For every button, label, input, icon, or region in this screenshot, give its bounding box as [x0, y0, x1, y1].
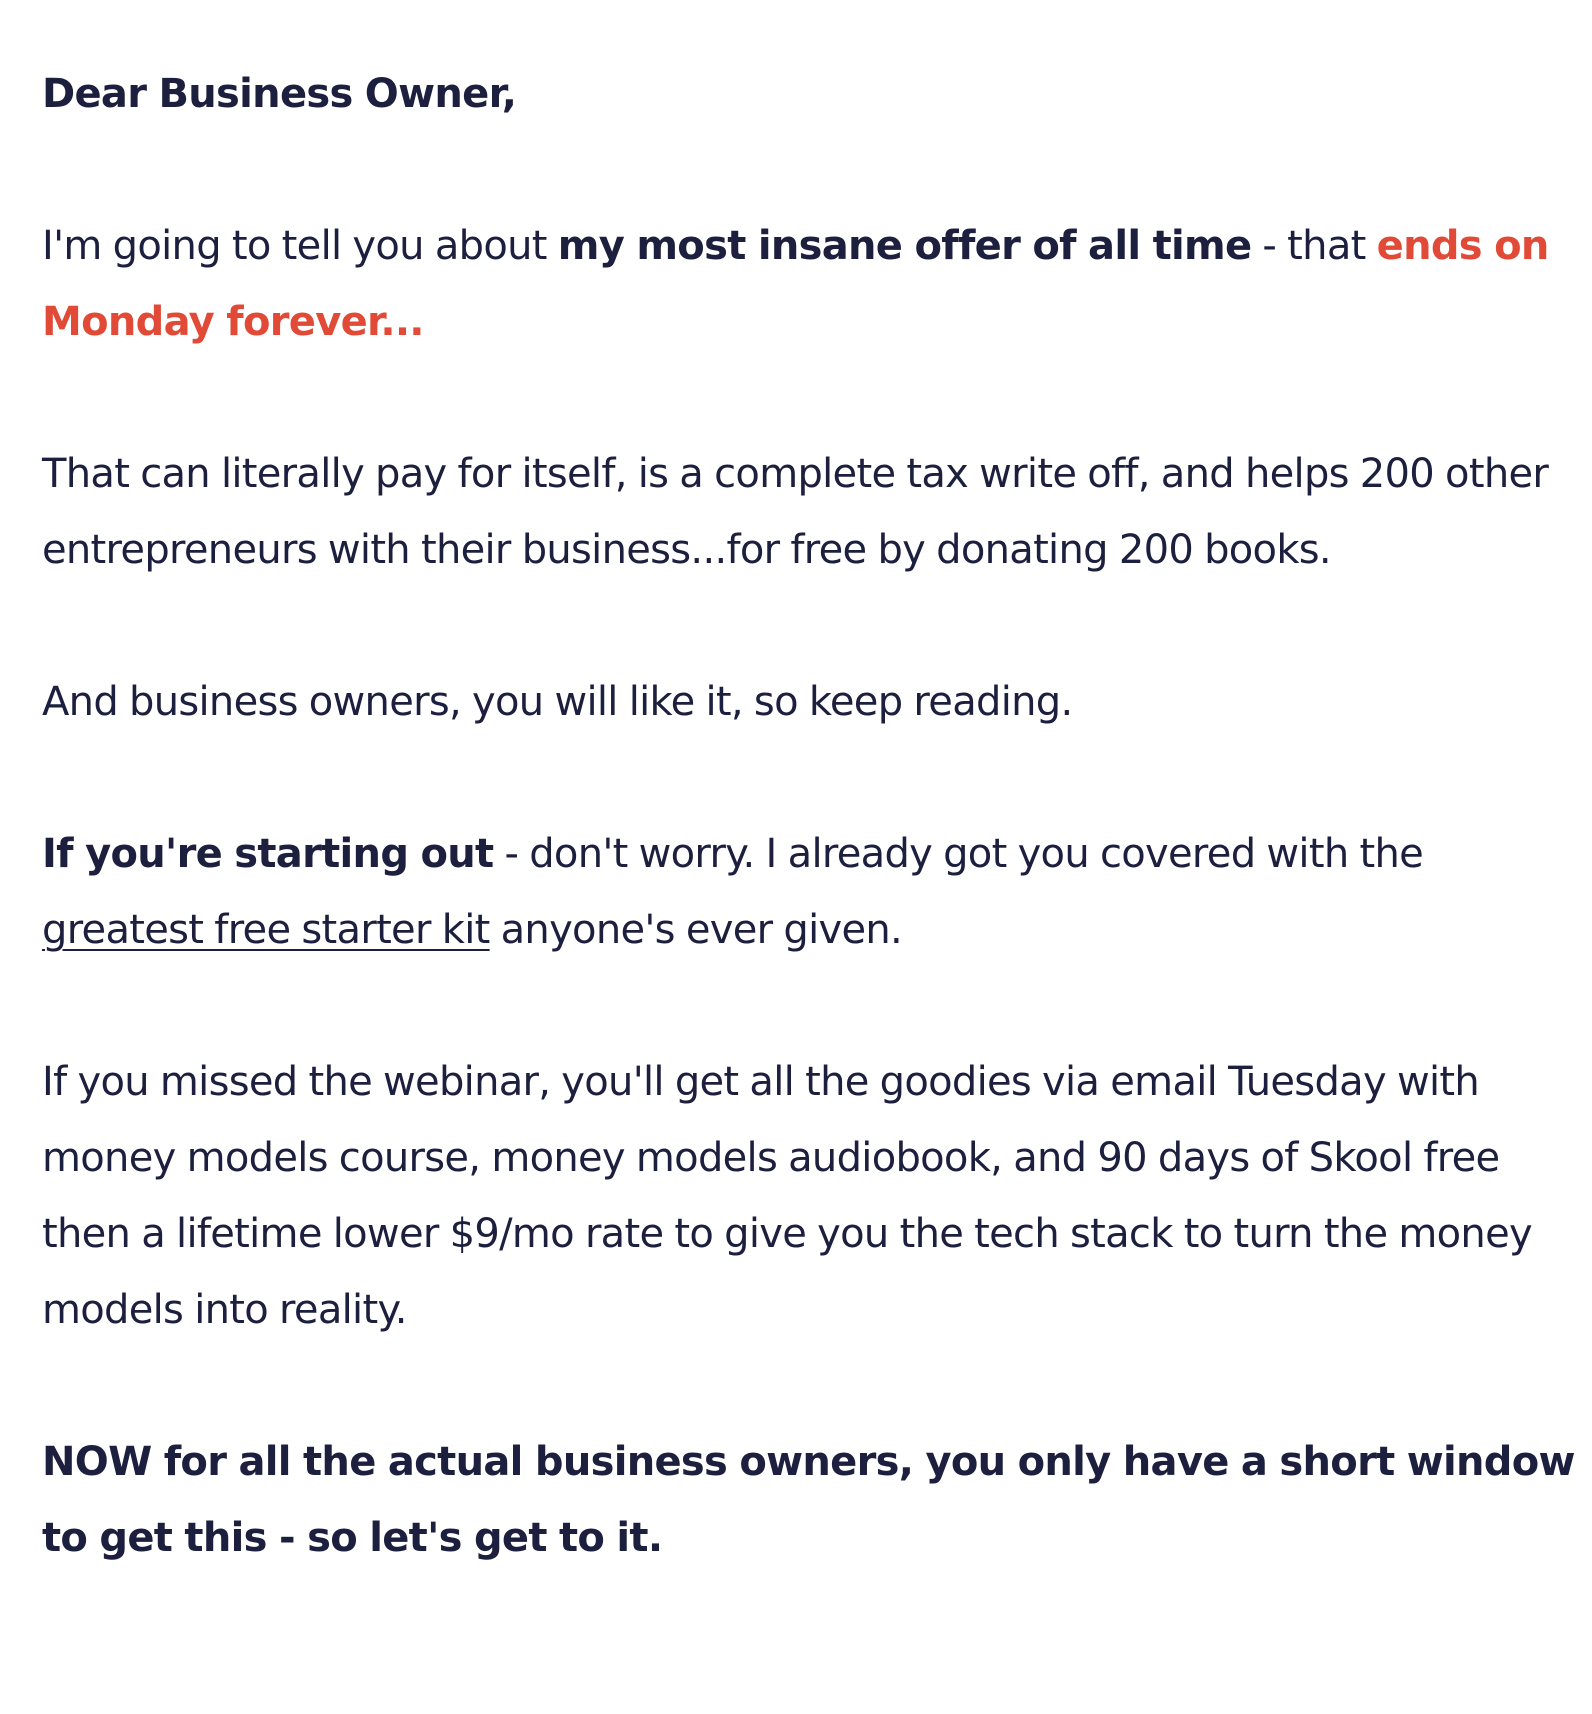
paragraph-offer	[42, 208, 1582, 360]
starter-kit-link[interactable]: greatest free starter kit	[42, 907, 490, 953]
starting-out-mid-text: - don't worry. I already got you covered with the	[493, 831, 1424, 877]
starting-out-tail-text: anyone's ever given.	[489, 907, 903, 953]
deadline-highlight: ends on Monday forever...	[42, 223, 1549, 345]
paragraph-webinar: If you missed the webinar, you'll get all the goodies via email Tuesday with money models course, money models audiobook, and 90 days of Skool free then a lifetime lower $9/mo rate to give you the tech stack to turn the money models into reality.	[42, 1059, 1532, 1333]
starting-out-bold: If you're starting out	[42, 831, 494, 877]
paragraph-starting-out	[42, 816, 1582, 968]
offer-mid-text: - that	[1251, 223, 1377, 269]
paragraph-call-to-action: NOW for all the actual business owners, you only have a short window to get this - so let's get to it.	[42, 1439, 1575, 1561]
paragraph-keep-reading: And business owners, you will like it, so keep reading.	[42, 679, 1073, 725]
email-body	[42, 56, 1582, 1576]
greeting: Dear Business Owner,	[42, 71, 517, 117]
offer-lead-text: I'm going to tell you about	[42, 223, 558, 269]
offer-bold-text: my most insane offer of all time	[557, 223, 1252, 269]
paragraph-benefits: That can literally pay for itself, is a complete tax write off, and helps 200 other entrepreneurs with their business...for free by donating 200 books.	[42, 451, 1549, 573]
